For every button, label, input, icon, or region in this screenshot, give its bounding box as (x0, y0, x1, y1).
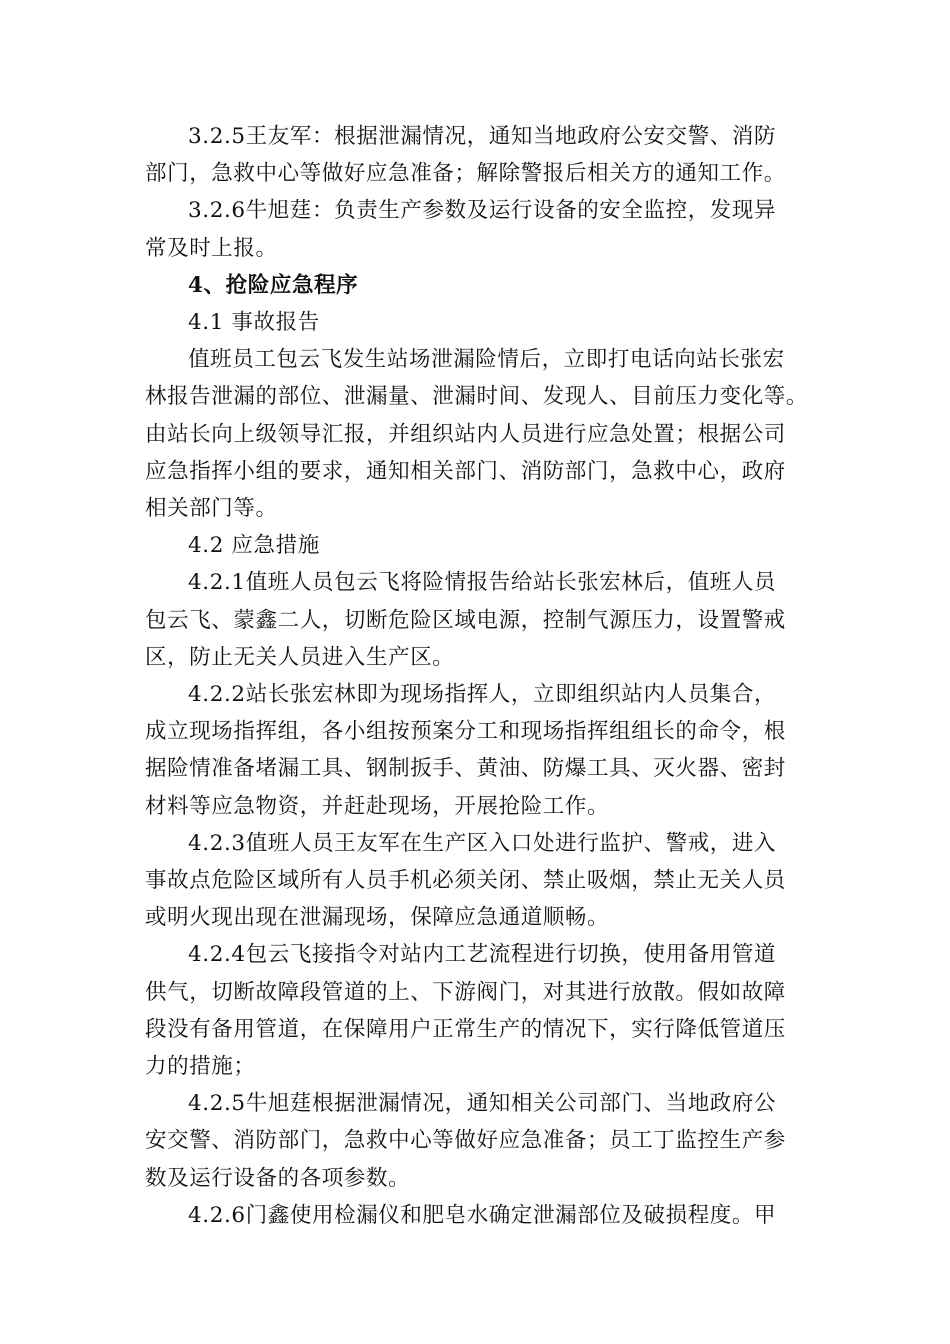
heading-text: 4.1 事故报告 (188, 310, 320, 336)
text-line: 力的措施； (145, 1054, 256, 1080)
text-line: 4.2.4包云飞接指令对站内工艺流程进行切换，使用备用管道 (188, 942, 777, 968)
heading-text: 4、抢险应急程序 (188, 272, 359, 298)
text-line: 值班员工包云飞发生站场泄漏险情后，立即打电话向站长张宏 (188, 347, 785, 373)
paragraph-4-2-5 (145, 1085, 835, 1197)
text-line: 林报告泄漏的部位、泄漏量、泄漏时间、发现人、目前压力变化等。 (145, 384, 809, 410)
paragraph-4-2-1 (145, 564, 835, 676)
paragraph-4-2-6 (145, 1197, 835, 1234)
paragraph-4-1 (145, 341, 835, 527)
text-line: 4.2.3值班人员王友军在生产区入口处进行监护、警戒，进入 (188, 830, 777, 856)
paragraph-4-2-4 (145, 936, 835, 1085)
section-heading-4 (145, 267, 835, 304)
text-line: 据险情准备堵漏工具、钢制扳手、黄油、防爆工具、灭火器、密封 (145, 756, 786, 782)
text-line: 材料等应急物资，并赶赴现场，开展抢险工作。 (145, 793, 610, 819)
heading-text: 4.2 应急措施 (188, 533, 320, 559)
text-line: 4.2.2站长张宏林即为现场指挥人，立即组织站内人员集合， (188, 682, 777, 708)
subsection-heading-4-2 (145, 527, 835, 564)
text-line: 由站长向上级领导汇报，并组织站内人员进行应急处置；根据公司 (145, 421, 786, 447)
text-line: 供气，切断故障段管道的上、下游阀门，对其进行放散。假如故障 (145, 979, 786, 1005)
paragraph-4-2-2 (145, 676, 835, 825)
text-line: 4.2.6门鑫使用检漏仪和肥皂水确定泄漏部位及破损程度。甲 (188, 1202, 777, 1228)
text-line: 部门，急救中心等做好应急准备；解除警报后相关方的通知工作。 (145, 161, 786, 187)
text-line: 3.2.6牛旭莛：负责生产参数及运行设备的安全监控，发现异 (188, 198, 777, 224)
text-line: 3.2.5王友军：根据泄漏情况，通知当地政府公安交警、消防 (188, 124, 777, 149)
subsection-heading-4-1 (145, 304, 835, 341)
text-line: 相关部门等。 (145, 496, 278, 522)
paragraph-4-2-3 (145, 825, 835, 937)
text-line: 或明火现出现在泄漏现场，保障应急通道顺畅。 (145, 905, 610, 931)
text-line: 应急指挥小组的要求，通知相关部门、消防部门，急救中心，政府 (145, 458, 786, 484)
text-line: 包云飞、蒙鑫二人，切断危险区域电源，控制气源压力，设置警戒 (145, 607, 786, 633)
text-line: 4.2.5牛旭莛根据泄漏情况，通知相关公司部门、当地政府公 (188, 1091, 777, 1117)
document-page (145, 118, 835, 1234)
text-line: 事故点危险区域所有人员手机必须关闭、禁止吸烟，禁止无关人员 (145, 868, 786, 894)
text-line: 数及运行设备的各项参数。 (145, 1165, 411, 1191)
paragraph-3-2-6 (145, 192, 835, 266)
text-line: 区，防止无关人员进入生产区。 (145, 644, 455, 670)
text-line: 安交警、消防部门，急救中心等做好应急准备；员工丁监控生产参 (145, 1128, 786, 1154)
text-line: 段没有备用管道，在保障用户正常生产的情况下，实行降低管道压 (145, 1016, 786, 1042)
paragraph-3-2-5 (145, 118, 835, 192)
text-line: 常及时上报。 (145, 235, 278, 261)
text-line: 成立现场指挥组，各小组按预案分工和现场指挥组组长的命令，根 (145, 719, 786, 745)
text-line: 4.2.1值班人员包云飞将险情报告给站长张宏林后，值班人员 (188, 570, 777, 596)
